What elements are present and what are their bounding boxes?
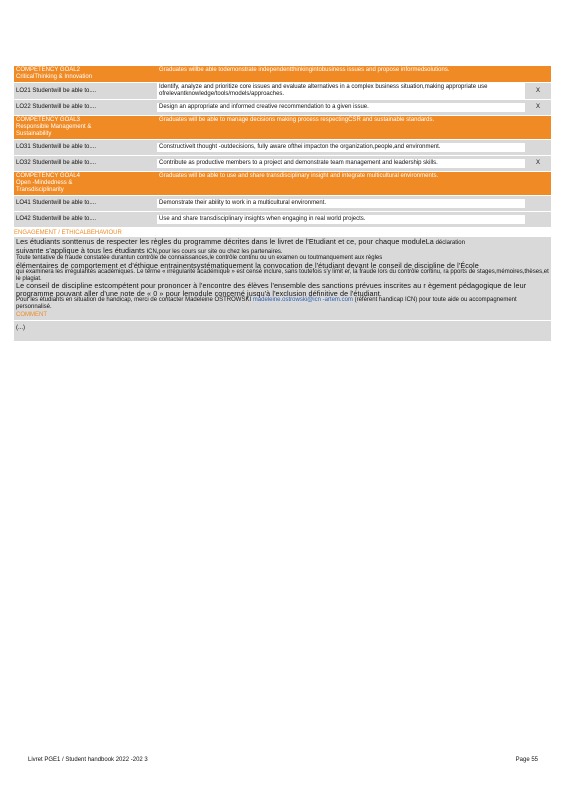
engagement-paragraph: qui examinera les irrégularités académiques. Le terme « irrégularité académique » est censé inclure, sans toutefois s'y limit er, la fraude lors du contrôle continu, ra pports de stages,mémoires,thèses,et le plagiat. [16,269,549,282]
outcome-code: LO41 Studentwill be able to.... [14,199,157,208]
footer-title: Livret PGE1 / Student handbook 2022 -202 3 [28,757,148,763]
engagement-paragraph: Toute tentative de fraude constatée durantun contrôle de connaissances,le contrôle continu ou un examen ou toutmanquement aux règles [16,255,383,262]
competency-description: Graduates will be able to manage decisions making process respectingCSR and sustainable standards. [159,117,435,123]
outcome-mark: X [525,87,551,96]
competency-mark-cell [525,172,551,195]
learning-outcome-row [14,196,551,212]
outcome-mark [525,219,551,221]
handbook-page [14,66,551,341]
outcome-code: LO42 Studentwill be able to.... [14,215,157,224]
engagement-heading: ENGAGEMENT / ETHICALBEHAVIOUR [14,230,122,236]
comment-heading: COMMENT [14,311,551,320]
engagement-text [14,237,551,311]
page-footer [28,757,538,763]
competency-label: COMPETENCY GOAL4 Open -Mindedness & Transdisciplinarity [16,173,80,193]
outcome-code: LO31 Studentwill be able to.... [14,143,157,152]
outcome-text: Use and share transdisciplinary insights when engaging in real world projects. [157,215,525,224]
outcome-mark [525,147,551,149]
outcome-code: LO32 Studentwill be able to.... [14,159,157,168]
outcome-text: Contribute as productive members to a project and demonstrate team management and leadership skills. [157,159,525,168]
learning-outcome-row [14,100,551,116]
competency-row [14,172,551,196]
learning-outcome-row [14,140,551,156]
outcome-mark [525,203,551,205]
learning-outcome-row [14,156,551,172]
engagement-paragraph: suivante s'applique à tous les étudiants ICN,pour les cours sur site ou chez les partenaires. [16,245,283,255]
outcome-text: Identify, analyze and prioritize core issues and evaluate alternatives in a complex business situation,making appropriate use ofrelevantknowledge/tools/models/approaches. [157,83,525,99]
outcome-mark: X [525,103,551,112]
competency-row [14,116,551,140]
outcome-text: Demonstrate their ability to work in a multicultural environment. [157,199,525,208]
outcome-code: LO22 Studentwill be able to.... [14,103,157,112]
engagement-paragraph: élémentaires de comportement et d'éthique entrainentsystématiquement la convocation de l'étudiant devant le conseil de discipline de l'École [16,260,479,270]
engagement-paragraph: Les étudiants sonttenus de respecter les règles du programme décrites dans le livret de l'Etudiant et ce, pour chaque moduleLa déclaration [16,237,465,246]
contact-email-link[interactable]: madeleine.ostrowski@icn -artem.com [252,297,353,304]
competency-row [14,66,551,83]
outcome-text: Constructivelt thought -outdecisions, fully aware ofthei impacton the organization,people,and environment. [157,143,525,152]
competency-label: COMPETENCY GOAL2 CriticalThinking & Innovation [16,67,93,80]
page-number: Page 55 [515,757,538,763]
engagement-paragraph: Pour les étudiants en situation de handicap, merci de contacter Madeleine OSTROWSKI madeleine.ostrowski@icn -artem.com (référent handicap ICN) pour toute aide ou accompagnement personnalisé. [16,297,517,310]
learning-outcome-row [14,212,551,228]
comment-box: (...) [14,321,551,341]
outcome-mark: X [525,159,551,168]
competency-description: Graduates willbe able todemonstrate independentthinkingintobusiness issues and propose informedsolutions. [159,67,450,73]
competency-description: Graduates will be able to use and share transdisciplinary insight and integrate multicultural environments. [159,173,439,179]
competency-label: COMPETENCY GOAL3 Responsible Management & Sustainability [16,117,92,137]
competency-mark-cell [525,66,551,82]
learning-outcome-row [14,83,551,100]
competency-mark-cell [525,116,551,139]
outcome-code: LO21 Studentwill be able to.... [14,87,157,96]
outcome-text: Design an appropriate and informed creative recommendation to a given issue. [157,103,525,112]
engagement-paragraph: Le conseil de discipline estcompétent pour prononcer à l'encontre des élèves l'ensemble des sanctions prévues inscrites au r ègement pédagogique de leur programme pouvant aller d'une note de « 0 » pour lemodule concerné jusqu'à l'exclusion définitive de l'étudiant. [16,281,527,298]
